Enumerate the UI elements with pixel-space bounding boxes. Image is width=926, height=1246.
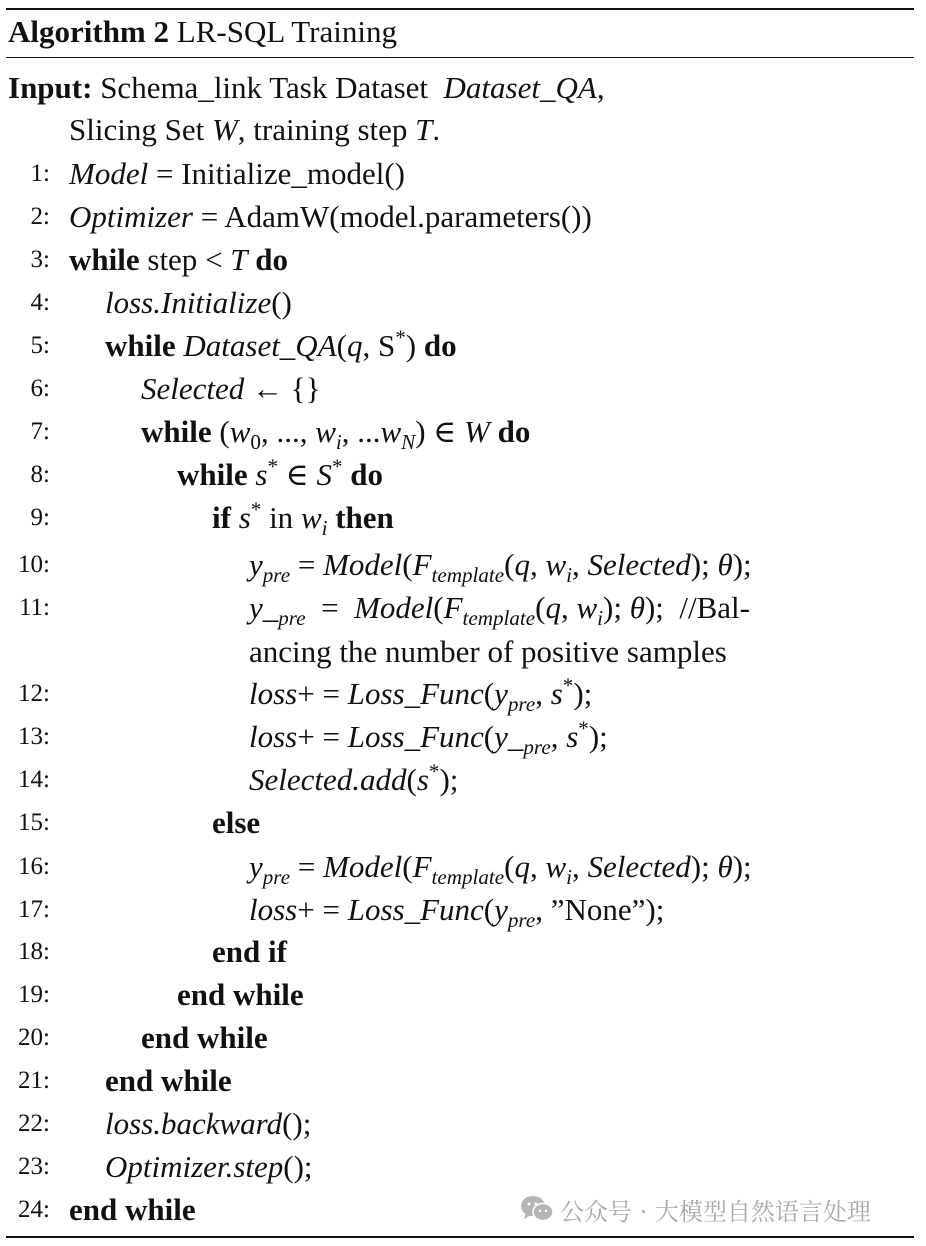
line-number: 23:	[18, 1153, 50, 1180]
line-number: 1:	[30, 160, 50, 187]
top-rule	[6, 8, 914, 10]
line-number: 11:	[18, 594, 50, 621]
line-number: 24:	[18, 1196, 50, 1223]
watermark-text: 公众号 · 大模型自然语言处理	[560, 1197, 871, 1226]
line-number: 13:	[18, 723, 50, 750]
line-code: while ($w_0$, ..., $w_i$, $...w_N$) ∈ W do	[141, 414, 531, 455]
title-rule	[6, 57, 914, 58]
line-number: 10:	[18, 551, 50, 578]
wechat-icon	[520, 1195, 554, 1223]
line-code: Optimizer.step();	[105, 1149, 313, 1184]
line-code: while Dataset_QA(q, S*) do	[105, 325, 457, 363]
line-code: end while	[69, 1192, 196, 1227]
line-number: 8:	[30, 461, 50, 488]
line-number: 20:	[18, 1024, 50, 1051]
line-code: loss.backward();	[105, 1106, 312, 1141]
line-number: 3:	[30, 246, 50, 273]
line-number: 9:	[30, 504, 50, 531]
line-number: 21:	[18, 1067, 50, 1094]
line-code: end while	[105, 1063, 232, 1098]
line-code: Model = Initialize_model()	[69, 156, 405, 191]
line-code: Optimizer = AdamW(model.parameters())	[69, 199, 592, 234]
line-code: loss+ = $Loss\_Func(y_{pre}$, ”None”);	[249, 892, 665, 933]
line-code: while step < T do	[69, 242, 289, 277]
line-number: 2:	[30, 203, 50, 230]
line-number: 7:	[30, 418, 50, 445]
line-number: 17:	[18, 896, 50, 923]
algorithm-title	[8, 12, 397, 52]
line-code: end while	[141, 1020, 268, 1055]
line-code: loss.Initialize()	[105, 285, 292, 320]
line-number: 6:	[30, 375, 50, 402]
line-number: 16:	[18, 853, 50, 880]
line-code: $y_{pre}$ = $Model(F_{template}(q$, $w_i$, Selected); θ);	[249, 849, 752, 890]
line-code: end if	[212, 934, 287, 969]
line-number: 14:	[18, 766, 50, 793]
bottom-rule	[6, 1236, 914, 1238]
line-code: $y_{pre}$ = $Model(F_{template}(q$, $w_i$, Selected); θ);	[249, 547, 752, 588]
line-number: 15:	[18, 809, 50, 836]
line-code: loss+ = $Loss\_Func(y\__{pre}$, s*);	[249, 716, 608, 760]
algorithm-label: Algorithm 2	[8, 14, 170, 49]
line-code: Selected.add(s*);	[249, 759, 459, 797]
line-code: Selected ← {}	[141, 371, 321, 406]
line-number: 18:	[18, 938, 50, 965]
line-code: if s* in $w_i$ then	[212, 497, 394, 541]
line-code: loss+ = $Loss\_Func(y_{pre}$, s*);	[249, 673, 593, 717]
line-number: 12:	[18, 680, 50, 707]
algo-line-11-continued: ancing the number of positive samples	[249, 634, 727, 669]
input-label: Input:	[8, 70, 93, 105]
input-declaration: Input: Schema_link Task Dataset Dataset_QA, Slicing Set W, training step T.	[8, 70, 605, 147]
watermark	[520, 1191, 871, 1227]
algorithm-name: LR-SQL Training	[176, 14, 397, 49]
line-code: else	[212, 805, 261, 840]
line-number: 5:	[30, 332, 50, 359]
line-code: while s* ∈ S* do	[177, 454, 383, 492]
line-number: 19:	[18, 981, 50, 1008]
line-code: end while	[177, 977, 304, 1012]
line-number: 22:	[18, 1110, 50, 1137]
line-number: 4:	[30, 289, 50, 316]
line-code: $y\__{pre}$ = $Model(F_{template}(q$, $w_i$); θ); //Bal-	[249, 590, 750, 631]
